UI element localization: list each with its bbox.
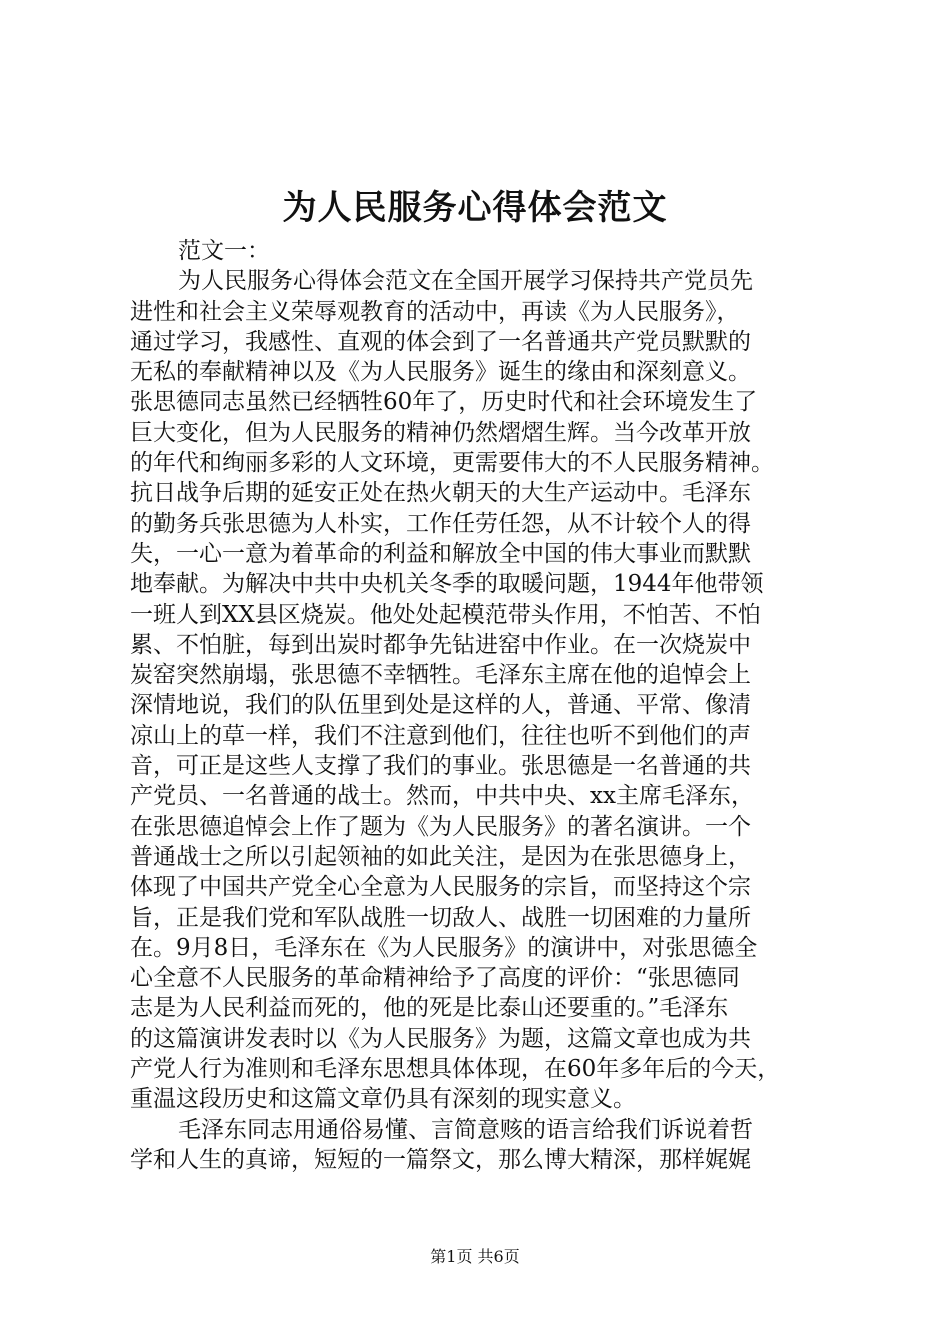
paragraph-line: 深情地说，我们的队伍里到处是这样的人，普通、平常、像清 <box>130 692 751 719</box>
paragraph-line: 志是为人民利益而死的，他的死是比泰山还要重的。”毛泽东 <box>130 995 729 1022</box>
section-heading: 范文一： <box>178 238 270 264</box>
paragraph-line: 音，可正是这些人支撑了我们的事业。张思德是一名普通的共 <box>130 753 751 780</box>
paragraph-line: 在张思德追悼会上作了题为《为人民服务》的著名演讲。一个 <box>130 813 751 840</box>
paragraph-line: 学和人生的真谛，短短的一篇祭文，那么博大精深，那样娓娓 <box>130 1146 751 1173</box>
paragraph-line: 炭窑突然崩塌，张思德不幸牺牲。毛泽东主席在他的追悼会上 <box>130 662 751 689</box>
paragraph-line: 凉山上的草一样，我们不注意到他们，往往也听不到他们的声 <box>130 722 751 749</box>
paragraph-line: 的勤务兵张思德为人朴实，工作任劳任怨，从不计较个人的得 <box>130 510 751 537</box>
paragraph-line: 进性和社会主义荣辱观教育的活动中，再读《为人民服务》， <box>130 298 740 325</box>
paragraph-line: 旨，正是我们党和军队战胜一切敌人、战胜一切困难的力量所 <box>130 904 751 931</box>
paragraph-line: 普通战士之所以引起领袖的如此关注，是因为在张思德身上， <box>130 843 751 870</box>
paragraph-line: 产党人行为准则和毛泽东思想具体体现，在60年多年后的今天， <box>130 1056 781 1083</box>
document-title: 为人民服务心得体会范文 <box>282 188 668 228</box>
paragraph-line: 累、不怕脏，每到出炭时都争先钻进窑中作业。在一次烧炭中 <box>130 631 751 658</box>
paragraph-line: 心全意不人民服务的革命精神给予了高度的评价：“张思德同 <box>130 965 740 992</box>
paragraph-line: 重温这段历史和这篇文章仍具有深刻的现实意义。 <box>130 1086 636 1113</box>
paragraph-line: 产党员、一名普通的战士。然而，中共中央、xx主席毛泽东， <box>130 783 754 810</box>
paragraph-line: 为人民服务心得体会范文在全国开展学习保持共产党员先 <box>178 268 753 295</box>
paragraph-line: 无私的奉献精神以及《为人民服务》诞生的缘由和深刻意义。 <box>130 359 751 386</box>
paragraph-line: 的这篇演讲发表时以《为人民服务》为题，这篇文章也成为共 <box>130 1025 751 1052</box>
paragraph-line: 在。9月8日，毛泽东在《为人民服务》的演讲中，对张思德全 <box>130 934 758 961</box>
paragraph-line: 一班人到XX县区烧炭。他处处起模范带头作用，不怕苦、不怕 <box>130 601 761 628</box>
paragraph-line: 的年代和绚丽多彩的人文环境，更需要伟大的不人民服务精神。 <box>130 450 774 477</box>
page-footer: 第1页 共6页 <box>430 1247 520 1266</box>
paragraph-line: 抗日战争后期的延安正处在热火朝天的大生产运动中。毛泽东 <box>130 480 751 507</box>
paragraph-line: 体现了中国共产党全心全意为人民服务的宗旨，而坚持这个宗 <box>130 874 751 901</box>
document-body <box>130 236 830 1175</box>
paragraph-line: 失，一心一意为着革命的利益和解放全中国的伟大事业而默默 <box>130 540 751 567</box>
paragraph-line: 张思德同志虽然已经牺牲60年了，历史时代和社会环境发生了 <box>130 389 758 416</box>
paragraph-line: 通过学习，我感性、直观的体会到了一名普通共产党员默默的 <box>130 328 751 355</box>
paragraph-line: 巨大变化，但为人民服务的精神仍然熠熠生辉。当今改革开放 <box>130 419 751 446</box>
paragraph-line: 地奉献。为解决中共中央机关冬季的取暖问题，1944年他带领 <box>130 571 764 598</box>
paragraph-line: 毛泽东同志用通俗易懂、言简意赅的语言给我们诉说着哲 <box>178 1116 753 1143</box>
